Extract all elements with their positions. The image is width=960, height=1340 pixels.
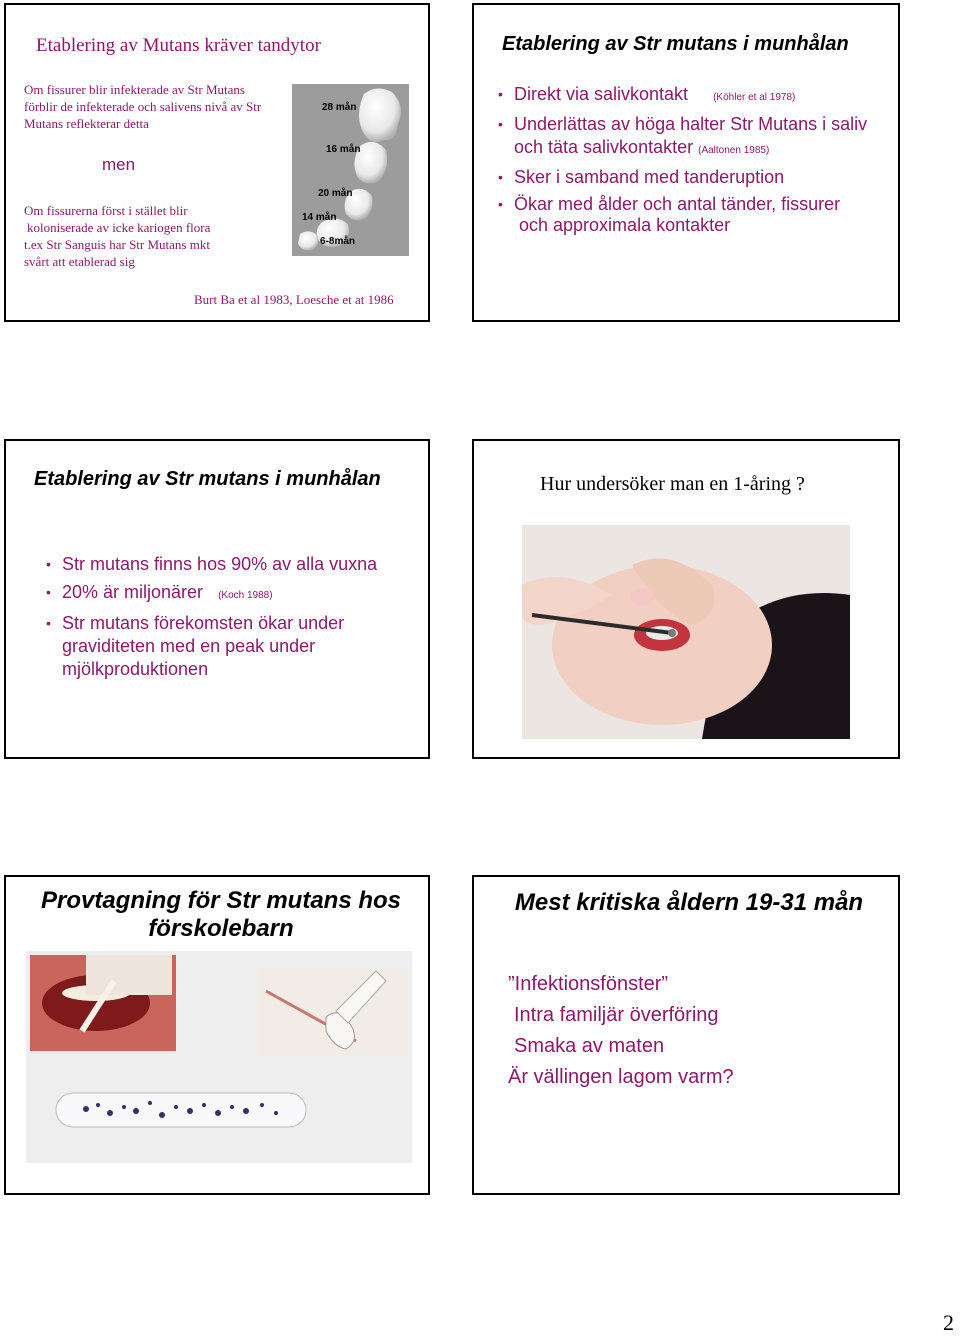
tooth-eruption-image	[292, 84, 409, 256]
slide-title: Provtagning för Str mutans hos förskolebarn	[40, 887, 402, 942]
paragraph-line: Om fissurerna först i stället blir	[24, 203, 188, 218]
tooth-label: 28 mån	[322, 102, 357, 113]
bullet-icon: •	[498, 169, 503, 185]
slide-title: Mest kritiska åldern 19-31 mån	[514, 889, 864, 916]
bullet-item: • Sker i samband med tanderuption	[498, 167, 785, 187]
citation: (Aaltonen 1985)	[698, 145, 770, 156]
slide-3	[4, 439, 430, 759]
bullet-icon: •	[46, 584, 51, 600]
bullet-item: • Str mutans finns hos 90% av alla vuxna	[46, 554, 378, 574]
text-line: ”Infektionsfönster”	[508, 973, 669, 995]
paragraph-2	[24, 202, 294, 270]
bullet-icon: •	[498, 116, 503, 132]
infant-exam-illustration	[522, 525, 850, 739]
text-line: Smaka av maten	[514, 1035, 665, 1057]
bullet-icon: •	[46, 556, 51, 572]
bullet-item: • Direkt via salivkontakt (Köhler et al 1978)	[498, 84, 796, 104]
bullet-item: • 20% är miljonärer (Koch 1988)	[46, 582, 273, 602]
slide-title: Etablering av Str mutans i munhålan	[502, 33, 849, 55]
text-line: Intra familjär överföring	[514, 1004, 719, 1026]
paragraph: Om fissurer blir infekterade av Str Mutans förblir de infekterade och salivens nivå av Str Mutans reflekterar detta	[24, 82, 262, 131]
tooth-label: 6-8mån	[320, 236, 356, 247]
citation: (Koch 1988)	[218, 590, 273, 601]
slide-5	[4, 875, 430, 1195]
slide-2	[472, 3, 900, 322]
text-line: Är vällingen lagom varm?	[508, 1066, 734, 1088]
text-block	[508, 969, 734, 1093]
sampling-photo-collage	[26, 951, 412, 1163]
slide-1	[4, 3, 430, 322]
bullet-icon: •	[498, 196, 503, 212]
page-number: 2	[943, 1310, 954, 1335]
bullet-continuation: och approximala kontakter	[519, 215, 731, 235]
slide-title: Etablering av Str mutans i munhålan	[34, 468, 381, 490]
bullet-item: • Underlättas av höga halter Str Mutans i saliv och täta salivkontakter (Aaltonen 1985)	[498, 114, 868, 157]
conjunction-text: men	[102, 155, 136, 174]
bullet-item: • Ökar med ålder och antal tänder, fissurer	[498, 194, 841, 214]
paragraph-line: koloniserade av icke kariogen flora	[27, 220, 211, 235]
slide-6	[472, 875, 900, 1195]
tooth-label: 16 mån	[326, 144, 361, 155]
bullet-item: • Str mutans förekomsten ökar under graviditeten med en peak under mjölkproduktionen	[46, 613, 345, 679]
slide-title: Hur undersöker man en 1-åring ?	[540, 473, 805, 495]
tooth-label: 14 mån	[302, 212, 337, 223]
bullet-icon: •	[46, 615, 51, 631]
sampling-illustration	[26, 951, 412, 1163]
infant-exam-photo	[522, 525, 850, 739]
slide-4	[472, 439, 900, 759]
bullet-list	[44, 553, 404, 681]
citation: (Köhler et al 1978)	[713, 92, 796, 103]
slide-title: Etablering av Mutans kräver tandytor	[36, 35, 321, 56]
bullet-icon: •	[498, 86, 503, 102]
paragraph-line: svårt att etablerad sig	[24, 254, 135, 269]
tooth-label: 20 mån	[318, 188, 353, 199]
paragraph-line: t.ex Str Sanguis har Str Mutans mkt	[24, 237, 210, 252]
bullet-list	[496, 83, 886, 216]
reference-text: Burt Ba et al 1983, Loesche et at 1986	[194, 292, 394, 307]
